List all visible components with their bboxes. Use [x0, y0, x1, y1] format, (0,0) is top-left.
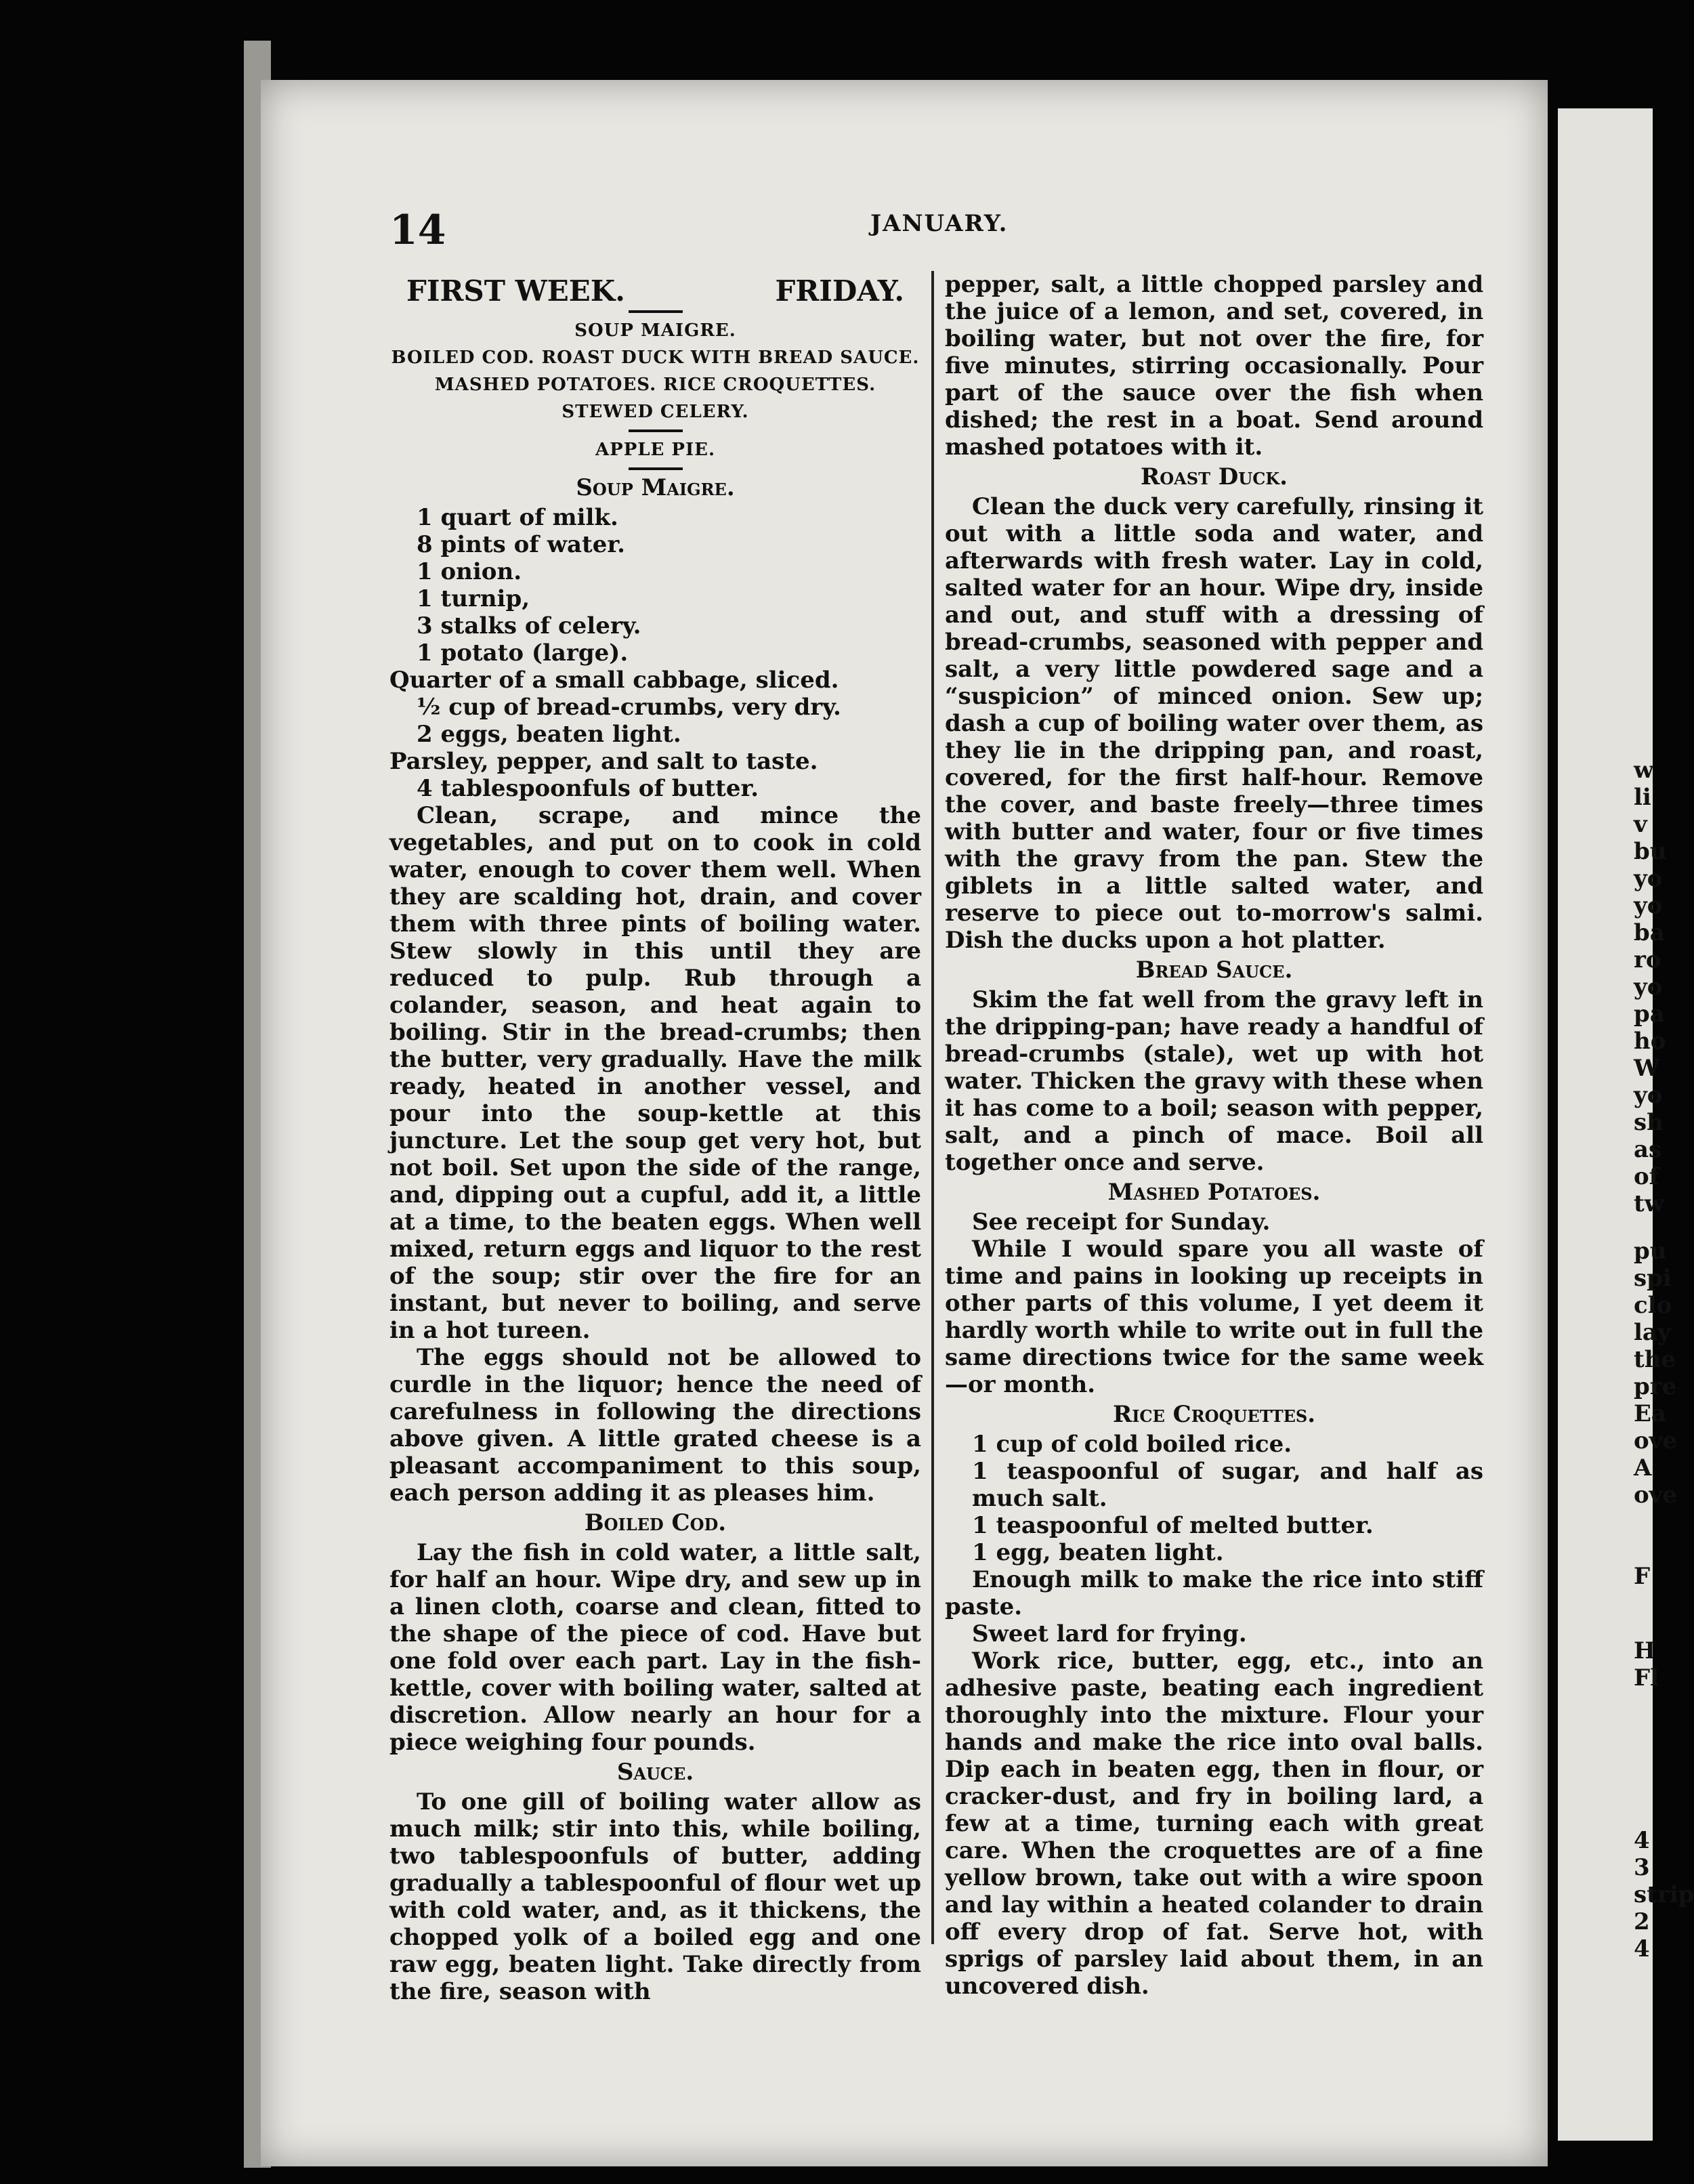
ingredient: 1 egg, beaten light. [972, 1539, 1224, 1566]
ingredient: 1 onion. [417, 558, 522, 585]
left-column [389, 274, 921, 2005]
ingredient: 1 quart of milk. [417, 504, 618, 531]
facing-page-fragment: spi [1634, 1265, 1672, 1292]
paragraph: Skim the fat well from the gravy left in the dripping-pan; have ready a handful of bread-crumbs (stale), wet up with hot water. Thicken the gravy with these when it has come to a boil; season with pepper, salt, and a pinch of mace. Boil all together once and serve. [945, 986, 1483, 1176]
ingredient: ½ cup of bread-crumbs, very dry. [417, 694, 841, 721]
paragraph: pepper, salt, a little chopped parsley and the juice of a lemon, and set, covered, in boiling water, but not over the fire, for five minutes, stirring occasionally. Pour part of the sauce over the fish when dished; the rest in a boat. Send around mashed potatoes with it. [945, 271, 1483, 461]
facing-page-fragment: F [1634, 1563, 1651, 1590]
facing-page-fragment: pa [1634, 1001, 1665, 1028]
week-label: FIRST WEEK. [406, 274, 625, 308]
facing-page-fragment: 4 [1634, 1827, 1650, 1854]
facing-page-fragment: Ea [1634, 1400, 1666, 1427]
column-divider [931, 271, 934, 1944]
facing-page-fragment: 4 [1634, 1935, 1650, 1962]
facing-page-fragment: clo [1634, 1292, 1672, 1319]
facing-page-fragment: yo [1634, 892, 1663, 919]
paragraph: Clean, scrape, and mince the vegetables, and put on to cook in cold water, enough to cover them well. When they are scalding hot, drain, and cover them with three pints of boiling water. Stew slowly in this until they are reduced to pulp. Rub through a colander, season, and heat again to boiling. Stir in the bread-crumbs; then the butter, very gradually. Have the milk ready, heated in another vessel, and pour into the soup-kettle at this juncture. Let the soup get very hot, but not boil. Set upon the side of the range, and, dipping out a cupful, add it, a little at a time, to the beaten eggs. When well mixed, return eggs and liquor to the rest of the soup; stir over the fire for an instant, but never to boiling, and serve in a hot tureen. [389, 802, 921, 1344]
facing-page-fragment: lay [1634, 1319, 1671, 1346]
rule [629, 310, 683, 313]
ingredient: 2 eggs, beaten light. [417, 721, 681, 748]
ingredient: Quarter of a small cabbage, sliced. [389, 667, 839, 694]
section-title: Rice Croquettes. [1112, 1401, 1316, 1428]
menu-line: STEWED CELERY. [562, 402, 749, 422]
section-title: Roast Duck. [1140, 463, 1288, 490]
facing-page-fragment: W [1634, 1055, 1660, 1082]
facing-page-fragment: v [1634, 811, 1647, 838]
week-heading [389, 274, 921, 308]
section-title: Boiled Cod. [584, 1509, 727, 1536]
paragraph: Enough milk to make the rice into stiff paste. [945, 1566, 1483, 1620]
facing-page-fragment: sh [1634, 1109, 1664, 1136]
facing-page-fragment: yo [1634, 973, 1663, 1001]
facing-page-fragment: as [1634, 1136, 1662, 1163]
section-title: Sauce. [616, 1759, 694, 1786]
facing-page-fragment: the [1634, 1346, 1676, 1373]
facing-page-fragment: yo [1634, 865, 1663, 892]
paragraph: The eggs should not be allowed to curdle in the liquor; hence the need of carefulness in following the directions above given. A little grated cheese is a pleasant accompaniment to this soup, each person adding it as pleases him. [389, 1344, 921, 1507]
paragraph: While I would spare you all waste of time and pains in looking up receipts in other parts of this volume, I yet deem it hardly worth while to write out in full the same directions twice for the same week—or month. [945, 1236, 1483, 1398]
facing-page-fragment: 3 [1634, 1854, 1650, 1881]
ingredient: 1 cup of cold boiled rice. [972, 1431, 1292, 1458]
ingredient: Parsley, pepper, and salt to taste. [389, 748, 818, 775]
day-label: FRIDAY. [775, 274, 904, 308]
paragraph: Lay the fish in cold water, a little salt, for half an hour. Wipe dry, and sew up in a linen cloth, coarse and clean, fitted to the shape of the piece of cod. Have but one fold over each part. Lay in the fish-kettle, cover with boiling water, salted at discretion. Allow nearly an hour for a piece weighing four pounds. [389, 1539, 921, 1756]
ingredient: 1 potato (large). [417, 639, 629, 667]
paragraph: Sweet lard for frying. [972, 1620, 1247, 1647]
facing-page-fragment: H [1634, 1637, 1656, 1664]
facing-page-fragment: w [1634, 757, 1654, 784]
facing-page-fragment: li [1634, 784, 1651, 811]
paragraph: See receipt for Sunday. [972, 1209, 1271, 1236]
section-title: Soup Maigre. [576, 474, 735, 501]
facing-page-fragment: ove [1634, 1427, 1678, 1454]
rule [629, 429, 683, 432]
facing-page-fragment: 2 [1634, 1908, 1650, 1935]
ingredient: 1 teaspoonful of melted butter. [972, 1512, 1374, 1539]
rule [629, 467, 683, 470]
ingredient: 8 pints of water. [417, 531, 625, 558]
paragraph: To one gill of boiling water allow as much milk; stir into this, while boiling, two tablespoonfuls of butter, adding gradually a tablespoonful of flour wet up with cold water, and, as it thickens, the chopped yolk of a boiled egg and one raw egg, beaten light. Take directly from the fire, season with [389, 1788, 921, 2005]
menu-line: SOUP MAIGRE. [574, 320, 736, 341]
facing-page-fragment: ho [1634, 1028, 1666, 1055]
section-title: Bread Sauce. [1135, 957, 1293, 984]
right-column [945, 271, 1483, 2000]
facing-page-fragment: strip [1634, 1881, 1694, 1908]
ingredient: 4 tablespoonfuls of butter. [417, 775, 759, 802]
menu-line: APPLE PIE. [595, 440, 715, 460]
facing-page-fragment: yo [1634, 1082, 1663, 1109]
paragraph: Work rice, butter, egg, etc., into an adhesive paste, beating each ingredient thoroughly into the mixture. Flour your hands and make the rice into oval balls. Dip each in beaten egg, then in flour, or cracker-dust, and fry in boiling lard, a few at a time, turning each with great care. When the croquettes are of a fine yellow brown, take out with a wire spoon and lay within a heated colander to drain off every drop of fat. Serve hot, with sprigs of parsley laid about them, in an uncovered dish. [945, 1647, 1483, 2000]
menu-line: MASHED POTATOES. RICE CROQUETTES. [434, 375, 876, 395]
facing-page-fragment: Fl [1634, 1664, 1659, 1692]
facing-page-fragment: ro [1634, 946, 1661, 973]
ingredient: 1 turnip, [417, 585, 530, 612]
facing-page-fragment: bu [1634, 838, 1667, 865]
facing-page-fragment: pre [1634, 1373, 1677, 1400]
facing-page-fragment: tw [1634, 1190, 1664, 1217]
facing-page-fragment: of [1634, 1163, 1659, 1190]
facing-page-fragment: ba [1634, 919, 1665, 946]
facing-page-fragment: pu [1634, 1238, 1667, 1265]
facing-page-fragment: ove [1634, 1482, 1678, 1509]
ingredient: 1 teaspoonful of sugar, and half as much salt. [972, 1458, 1483, 1512]
paragraph: Clean the duck very carefully, rinsing it out with a little soda and water, and afterwards with fresh water. Lay in cold, salted water for an hour. Wipe dry, inside and out, and stuff with a dressing of bread-crumbs, seasoned with pepper and salt, a very little powdered sage and a “suspicion” of minced onion. Sew up; dash a cup of boiling water over them, as they lie in the dripping pan, and roast, covered, for the first half-hour. Remove the cover, and baste freely—three times with butter and water, four or five times with the gravy from the pan. Stew the giblets in a little salted water, and reserve to piece out to-morrow's salmi. Dish the ducks upon a hot platter. [945, 493, 1483, 954]
facing-page-fragment: A [1634, 1454, 1652, 1482]
page-number: 14 [389, 207, 446, 254]
running-head: JANUARY. [870, 210, 1009, 237]
ingredient: 3 stalks of celery. [417, 612, 641, 639]
section-title: Mashed Potatoes. [1107, 1179, 1321, 1206]
menu-line: BOILED COD. ROAST DUCK WITH BREAD SAUCE. [391, 348, 920, 368]
